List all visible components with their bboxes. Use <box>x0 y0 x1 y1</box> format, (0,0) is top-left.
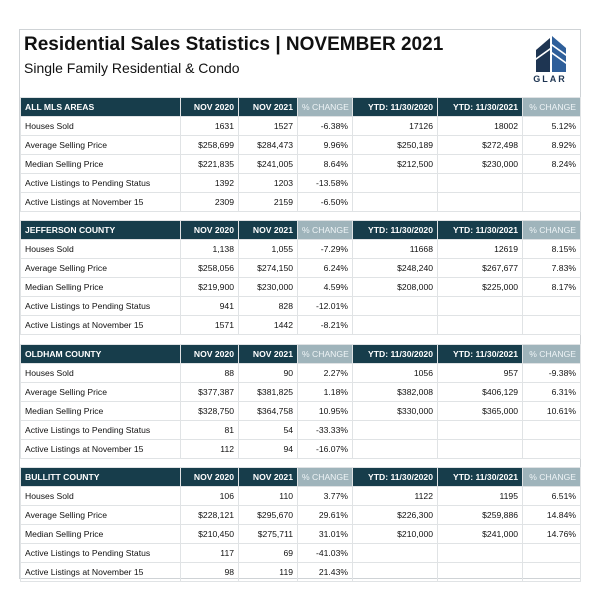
cell-nov2020: $377,387 <box>181 383 239 402</box>
cell-nov2021: 2159 <box>239 193 298 212</box>
cell-ytd2020 <box>353 297 438 316</box>
cell-change: -6.38% <box>298 117 353 136</box>
section-header-row <box>21 98 581 117</box>
cell-nov2020: $210,450 <box>181 525 239 544</box>
cell-nov2021: $241,005 <box>239 155 298 174</box>
cell-nov2021: 94 <box>239 440 298 459</box>
cell-nov2020: $258,699 <box>181 136 239 155</box>
section-title: OLDHAM COUNTY <box>21 345 181 364</box>
stats-table <box>20 97 581 212</box>
cell-nov2021: $274,150 <box>239 259 298 278</box>
section-title: JEFFERSON COUNTY <box>21 221 181 240</box>
cell-ytd_change: 14.76% <box>523 525 581 544</box>
cell-ytd2020 <box>353 174 438 193</box>
column-header-nov2021: NOV 2021 <box>239 221 298 240</box>
cell-ytd2021 <box>438 174 523 193</box>
section-header-row <box>21 468 581 487</box>
cell-change: -16.07% <box>298 440 353 459</box>
row-label: Median Selling Price <box>21 278 181 297</box>
cell-ytd2020 <box>353 193 438 212</box>
cell-change: -41.03% <box>298 544 353 563</box>
column-header-change: % CHANGE <box>298 98 353 117</box>
column-header-change: % CHANGE <box>298 221 353 240</box>
table-row <box>21 174 581 193</box>
cell-nov2021: $230,000 <box>239 278 298 297</box>
cell-ytd2021 <box>438 440 523 459</box>
cell-ytd2021: $259,886 <box>438 506 523 525</box>
row-label: Active Listings to Pending Status <box>21 174 181 193</box>
row-label: Houses Sold <box>21 117 181 136</box>
cell-nov2021: $364,758 <box>239 402 298 421</box>
cell-nov2020: $328,750 <box>181 402 239 421</box>
cell-ytd_change: 7.83% <box>523 259 581 278</box>
row-label: Houses Sold <box>21 240 181 259</box>
column-header-ytd_change: % CHANGE <box>523 468 581 487</box>
row-label: Houses Sold <box>21 364 181 383</box>
cell-nov2020: $219,900 <box>181 278 239 297</box>
cell-nov2020: 1,138 <box>181 240 239 259</box>
column-header-nov2020: NOV 2020 <box>181 468 239 487</box>
cell-ytd2021 <box>438 297 523 316</box>
cell-ytd2021: $230,000 <box>438 155 523 174</box>
cell-ytd_change <box>523 563 581 582</box>
cell-change: -12.01% <box>298 297 353 316</box>
row-label: Median Selling Price <box>21 525 181 544</box>
cell-change: -33.33% <box>298 421 353 440</box>
column-header-ytd2021: YTD: 11/30/2021 <box>438 98 523 117</box>
cell-change: 2.27% <box>298 364 353 383</box>
section-title: BULLITT COUNTY <box>21 468 181 487</box>
cell-ytd2020: $210,000 <box>353 525 438 544</box>
row-label: Active Listings at November 15 <box>21 193 181 212</box>
table-row <box>21 136 581 155</box>
cell-ytd_change: -9.38% <box>523 364 581 383</box>
column-header-ytd_change: % CHANGE <box>523 221 581 240</box>
column-header-ytd2021: YTD: 11/30/2021 <box>438 468 523 487</box>
cell-ytd_change: 5.12% <box>523 117 581 136</box>
cell-ytd2021 <box>438 563 523 582</box>
cell-nov2020: $258,056 <box>181 259 239 278</box>
cell-ytd_change <box>523 297 581 316</box>
cell-ytd2021 <box>438 193 523 212</box>
cell-change: 21.43% <box>298 563 353 582</box>
table-row <box>21 544 581 563</box>
cell-ytd_change: 8.24% <box>523 155 581 174</box>
cell-nov2021: $275,711 <box>239 525 298 544</box>
cell-nov2021: 54 <box>239 421 298 440</box>
cell-change: -6.50% <box>298 193 353 212</box>
cell-change: 9.96% <box>298 136 353 155</box>
cell-ytd2021: 957 <box>438 364 523 383</box>
table-row <box>21 117 581 136</box>
cell-nov2020: 941 <box>181 297 239 316</box>
cell-ytd2021: $406,129 <box>438 383 523 402</box>
stats-table <box>20 220 581 335</box>
cell-ytd2020 <box>353 316 438 335</box>
row-label: Houses Sold <box>21 487 181 506</box>
table-row <box>21 402 581 421</box>
cell-ytd_change <box>523 316 581 335</box>
logo-text: GLAR <box>533 74 567 84</box>
cell-ytd2020: $212,500 <box>353 155 438 174</box>
column-header-ytd2021: YTD: 11/30/2021 <box>438 221 523 240</box>
cell-ytd_change: 8.17% <box>523 278 581 297</box>
table-row <box>21 421 581 440</box>
table-row <box>21 193 581 212</box>
column-header-ytd_change: % CHANGE <box>523 345 581 364</box>
cell-ytd2021: $267,677 <box>438 259 523 278</box>
cell-nov2021: 1527 <box>239 117 298 136</box>
cell-ytd_change: 14.84% <box>523 506 581 525</box>
cell-nov2021: 69 <box>239 544 298 563</box>
column-header-ytd2020: YTD: 11/30/2020 <box>353 345 438 364</box>
cell-nov2020: 98 <box>181 563 239 582</box>
cell-ytd_change: 6.51% <box>523 487 581 506</box>
cell-change: 8.64% <box>298 155 353 174</box>
cell-nov2021: 1442 <box>239 316 298 335</box>
column-header-ytd2020: YTD: 11/30/2020 <box>353 221 438 240</box>
section-header-row <box>21 221 581 240</box>
cell-ytd_change: 6.31% <box>523 383 581 402</box>
cell-ytd2021: 12619 <box>438 240 523 259</box>
cell-ytd_change: 8.92% <box>523 136 581 155</box>
cell-ytd_change <box>523 421 581 440</box>
column-header-ytd2020: YTD: 11/30/2020 <box>353 98 438 117</box>
table-row <box>21 383 581 402</box>
cell-ytd2021 <box>438 544 523 563</box>
cell-ytd_change: 8.15% <box>523 240 581 259</box>
report-subtitle: Single Family Residential & Condo <box>24 60 240 76</box>
row-label: Average Selling Price <box>21 136 181 155</box>
cell-change: -13.58% <box>298 174 353 193</box>
table-row <box>21 364 581 383</box>
cell-ytd2020: $226,300 <box>353 506 438 525</box>
cell-change: 3.77% <box>298 487 353 506</box>
table-row <box>21 506 581 525</box>
cell-nov2021: 90 <box>239 364 298 383</box>
cell-nov2021: 1203 <box>239 174 298 193</box>
cell-change: 6.24% <box>298 259 353 278</box>
cell-ytd2021: 1195 <box>438 487 523 506</box>
table-row <box>21 278 581 297</box>
cell-nov2021: $381,825 <box>239 383 298 402</box>
cell-ytd2020: 11668 <box>353 240 438 259</box>
cell-ytd2020: 1056 <box>353 364 438 383</box>
cell-ytd2020 <box>353 421 438 440</box>
cell-ytd2020: 17126 <box>353 117 438 136</box>
column-header-ytd2021: YTD: 11/30/2021 <box>438 345 523 364</box>
column-header-nov2020: NOV 2020 <box>181 345 239 364</box>
column-header-nov2021: NOV 2021 <box>239 468 298 487</box>
table-row <box>21 155 581 174</box>
cell-nov2020: 2309 <box>181 193 239 212</box>
cell-change: -8.21% <box>298 316 353 335</box>
cell-ytd2020: 1122 <box>353 487 438 506</box>
cell-nov2020: 112 <box>181 440 239 459</box>
cell-ytd2020 <box>353 563 438 582</box>
report-title: Residential Sales Statistics | NOVEMBER 2021 <box>24 34 444 55</box>
cell-nov2020: 81 <box>181 421 239 440</box>
cell-nov2020: $221,835 <box>181 155 239 174</box>
cell-ytd_change <box>523 174 581 193</box>
cell-nov2020: 88 <box>181 364 239 383</box>
column-header-change: % CHANGE <box>298 345 353 364</box>
table-row <box>21 487 581 506</box>
row-label: Average Selling Price <box>21 383 181 402</box>
column-header-change: % CHANGE <box>298 468 353 487</box>
row-label: Active Listings to Pending Status <box>21 297 181 316</box>
cell-ytd2021: 18002 <box>438 117 523 136</box>
row-label: Median Selling Price <box>21 402 181 421</box>
cell-ytd2021: $241,000 <box>438 525 523 544</box>
cell-change: -7.29% <box>298 240 353 259</box>
cell-change: 10.95% <box>298 402 353 421</box>
row-label: Active Listings to Pending Status <box>21 421 181 440</box>
cell-ytd_change <box>523 544 581 563</box>
table-row <box>21 297 581 316</box>
cell-ytd2021 <box>438 316 523 335</box>
section-title: ALL MLS AREAS <box>21 98 181 117</box>
cell-ytd2021: $365,000 <box>438 402 523 421</box>
cell-nov2020: 106 <box>181 487 239 506</box>
stats-table <box>20 467 581 582</box>
cell-ytd2020: $382,008 <box>353 383 438 402</box>
column-header-nov2021: NOV 2021 <box>239 98 298 117</box>
column-header-ytd_change: % CHANGE <box>523 98 581 117</box>
cell-nov2021: $284,473 <box>239 136 298 155</box>
table-row <box>21 240 581 259</box>
cell-nov2020: 117 <box>181 544 239 563</box>
row-label: Average Selling Price <box>21 259 181 278</box>
cell-ytd2020: $208,000 <box>353 278 438 297</box>
cell-nov2020: 1571 <box>181 316 239 335</box>
cell-ytd_change <box>523 193 581 212</box>
cell-change: 1.18% <box>298 383 353 402</box>
cell-change: 4.59% <box>298 278 353 297</box>
table-row <box>21 525 581 544</box>
cell-change: 31.01% <box>298 525 353 544</box>
cell-ytd2020: $250,189 <box>353 136 438 155</box>
cell-nov2020: 1392 <box>181 174 239 193</box>
column-header-ytd2020: YTD: 11/30/2020 <box>353 468 438 487</box>
cell-ytd2021 <box>438 421 523 440</box>
row-label: Active Listings at November 15 <box>21 316 181 335</box>
cell-ytd2020: $330,000 <box>353 402 438 421</box>
table-row <box>21 563 581 582</box>
table-row <box>21 259 581 278</box>
cell-nov2021: 119 <box>239 563 298 582</box>
table-row <box>21 316 581 335</box>
row-label: Active Listings to Pending Status <box>21 544 181 563</box>
stats-table <box>20 344 581 459</box>
row-label: Active Listings at November 15 <box>21 440 181 459</box>
cell-ytd2020 <box>353 440 438 459</box>
cell-change: 29.61% <box>298 506 353 525</box>
cell-ytd2021: $272,498 <box>438 136 523 155</box>
section-header-row <box>21 345 581 364</box>
cell-ytd2020 <box>353 544 438 563</box>
row-label: Median Selling Price <box>21 155 181 174</box>
cell-ytd2021: $225,000 <box>438 278 523 297</box>
cell-nov2021: 828 <box>239 297 298 316</box>
cell-nov2020: 1631 <box>181 117 239 136</box>
cell-nov2021: 110 <box>239 487 298 506</box>
column-header-nov2020: NOV 2020 <box>181 221 239 240</box>
cell-ytd_change: 10.61% <box>523 402 581 421</box>
cell-nov2021: $295,670 <box>239 506 298 525</box>
cell-ytd_change <box>523 440 581 459</box>
cell-ytd2020: $248,240 <box>353 259 438 278</box>
column-header-nov2020: NOV 2020 <box>181 98 239 117</box>
cell-nov2021: 1,055 <box>239 240 298 259</box>
column-header-nov2021: NOV 2021 <box>239 345 298 364</box>
row-label: Active Listings at November 15 <box>21 563 181 582</box>
row-label: Average Selling Price <box>21 506 181 525</box>
cell-nov2020: $228,121 <box>181 506 239 525</box>
table-row <box>21 440 581 459</box>
